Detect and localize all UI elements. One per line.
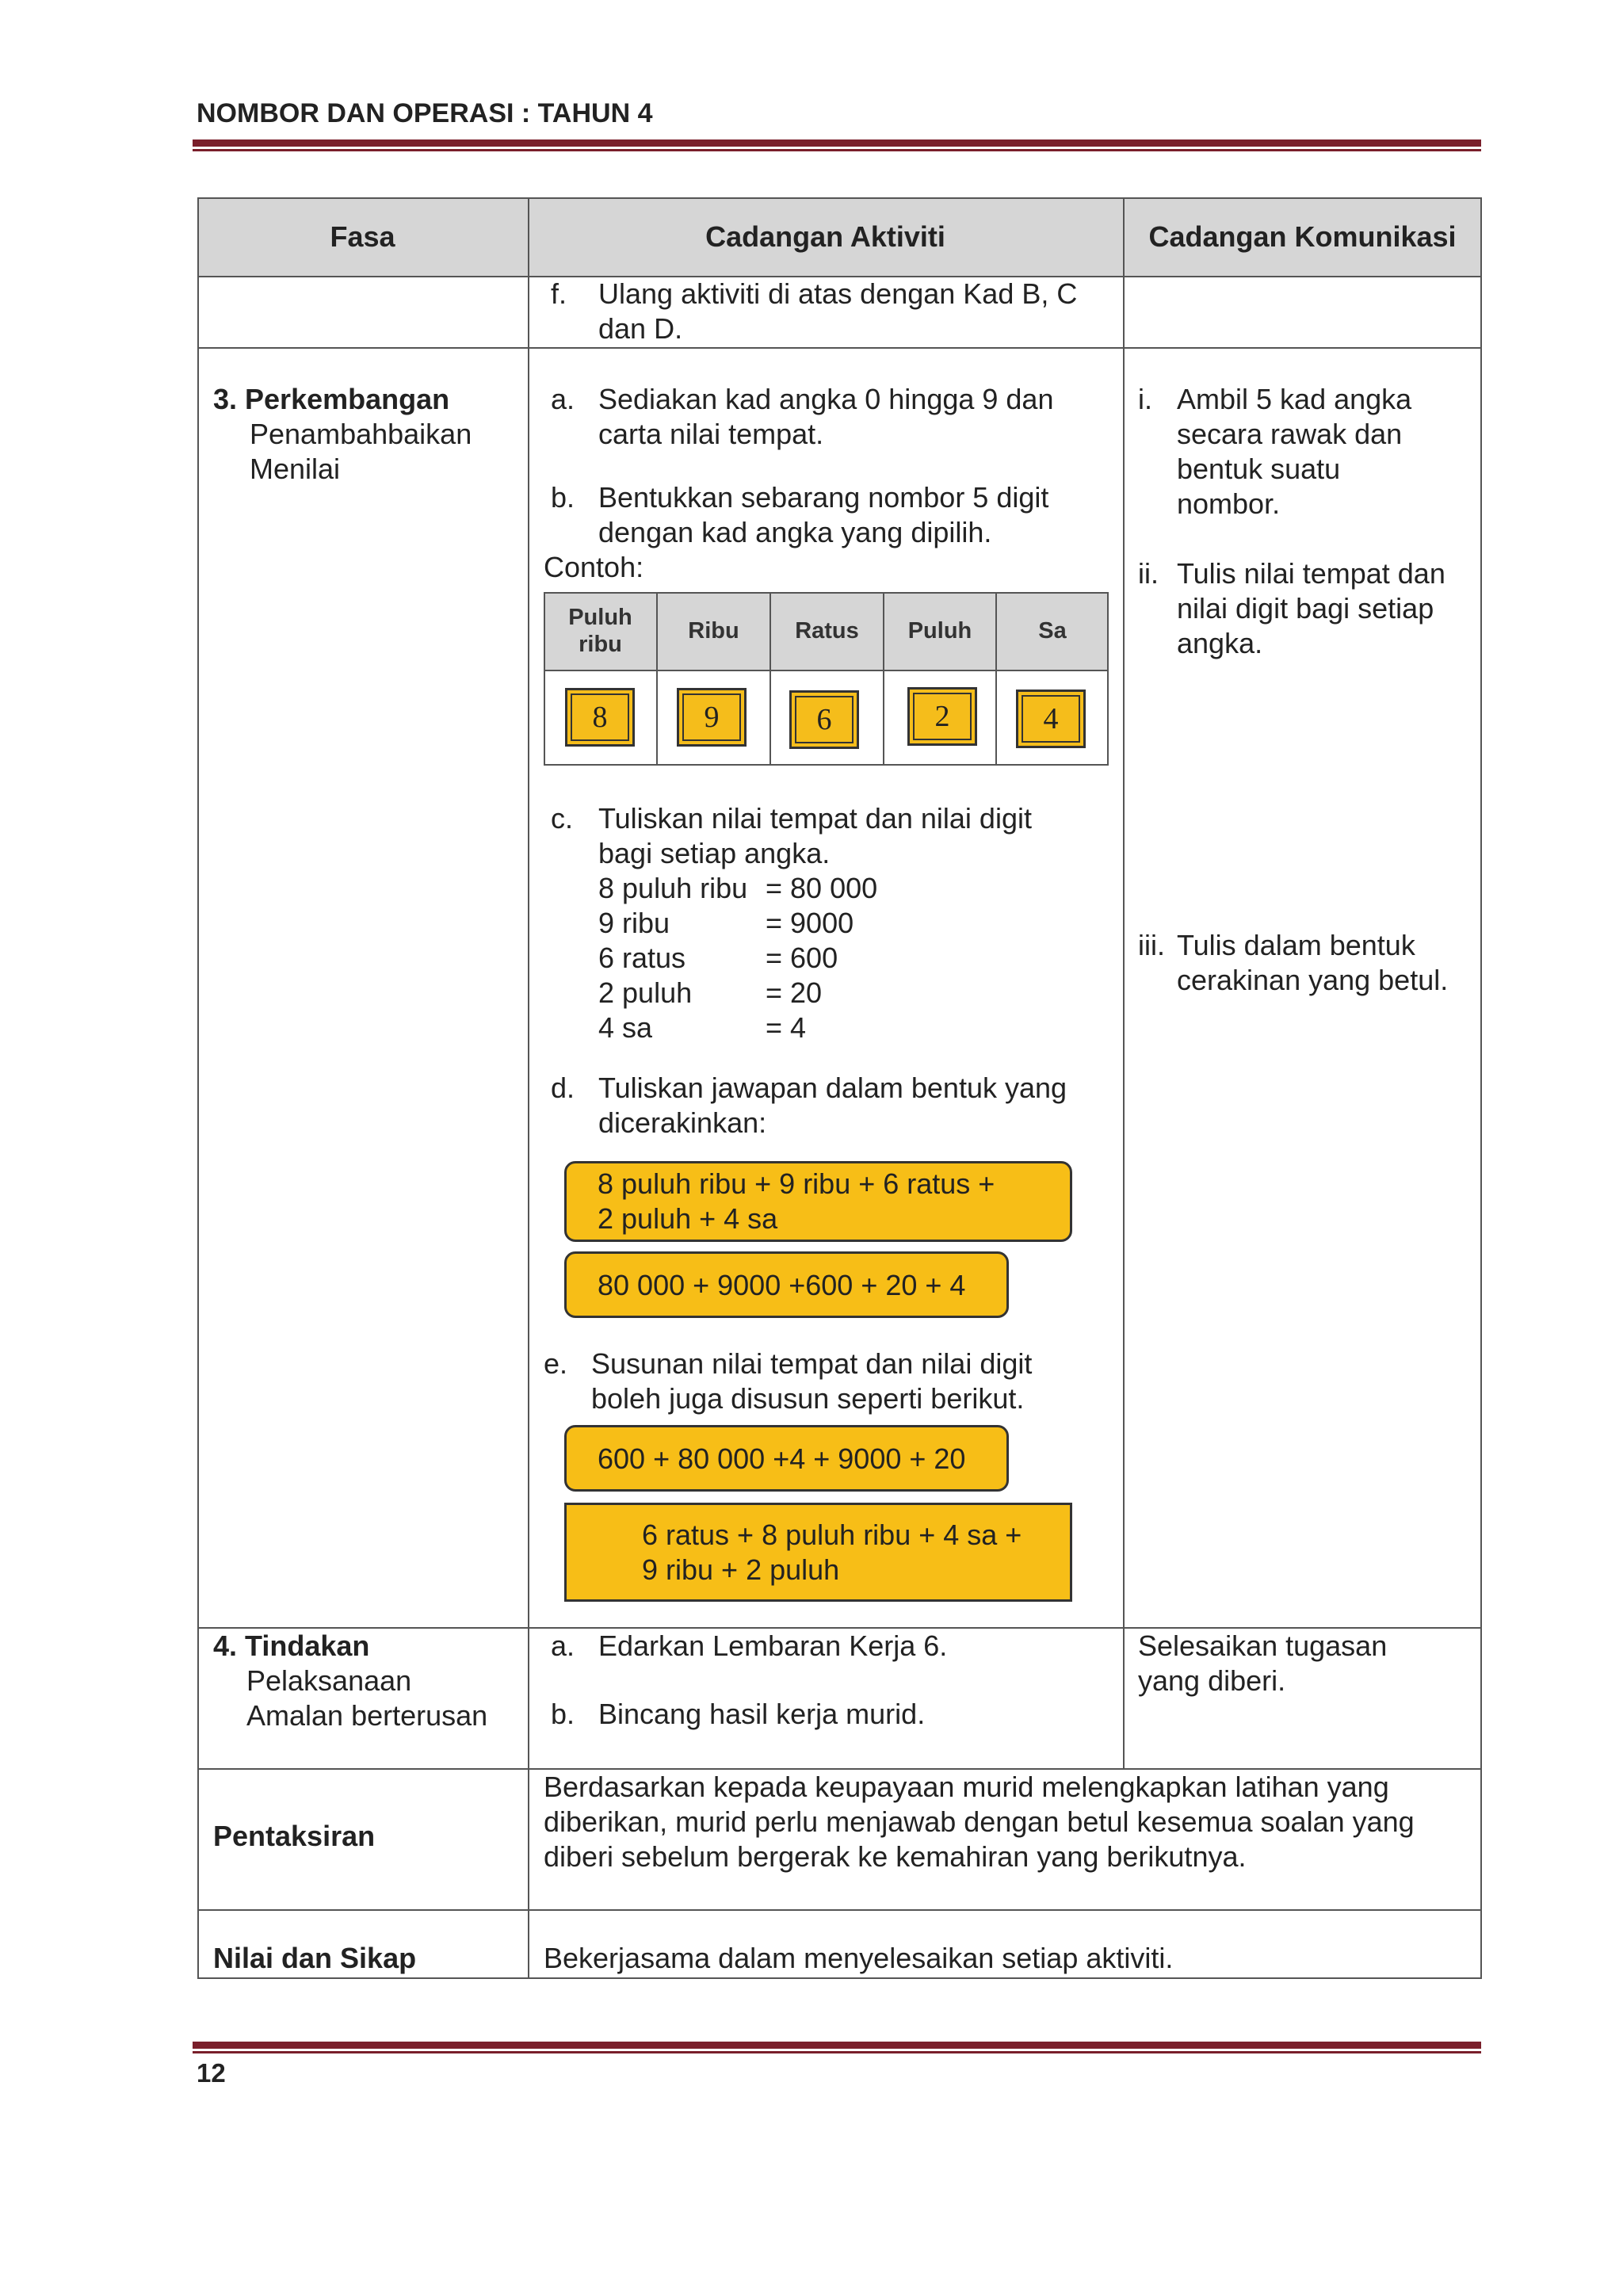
digit-card-value: 6 bbox=[795, 696, 854, 743]
expanded-form-text: 80 000 + 9000 +600 + 20 + 4 bbox=[598, 1269, 966, 1301]
expanded-form-box bbox=[564, 1251, 1009, 1318]
digit-card bbox=[677, 688, 747, 747]
place-value-rule bbox=[995, 592, 997, 766]
item-marker: c. bbox=[551, 802, 574, 835]
expanded-form-text: 2 puluh + 4 sa bbox=[598, 1202, 778, 1235]
rearranged-form-text: 9 ribu + 2 puluh bbox=[642, 1553, 840, 1586]
communication-text: Tulis dalam bentuk bbox=[1177, 929, 1415, 961]
fasa-subitem: Penambahbaikan bbox=[250, 418, 472, 450]
place-value-header-puluh-ribu: Puluh ribu bbox=[568, 605, 632, 657]
activity-text: Edarkan Lembaran Kerja 6. bbox=[598, 1629, 948, 1662]
place-value-rule bbox=[883, 592, 884, 766]
place-value-header-ratus: Ratus bbox=[795, 618, 859, 644]
digit-card-value: 4 bbox=[1022, 695, 1080, 743]
place-value-header-ribu: Ribu bbox=[688, 618, 739, 644]
expanded-form-box bbox=[564, 1161, 1072, 1242]
header-cadangan-aktiviti: Cadangan Aktiviti bbox=[705, 220, 945, 253]
place-value-chart bbox=[544, 592, 1109, 766]
place-value-amount: = 4 bbox=[766, 1011, 807, 1044]
column-divider bbox=[1123, 197, 1125, 1769]
header-cadangan-komunikasi: Cadangan Komunikasi bbox=[1148, 220, 1457, 253]
communication-text: cerakinan yang betul. bbox=[1177, 964, 1449, 996]
place-value-rule bbox=[769, 592, 771, 766]
activity-text: bagi setiap angka. bbox=[598, 837, 831, 869]
place-value-label: 6 ratus bbox=[598, 942, 686, 974]
rearranged-form-text: 6 ratus + 8 puluh ribu + 4 sa + bbox=[642, 1519, 1022, 1551]
fasa-subitem: Amalan berterusan bbox=[246, 1699, 488, 1732]
item-marker: b. bbox=[551, 481, 575, 514]
communication-text: yang diberi. bbox=[1138, 1664, 1286, 1697]
place-value-amount: = 600 bbox=[766, 942, 838, 974]
communication-text: Ambil 5 kad angka bbox=[1177, 383, 1412, 415]
item-marker: a. bbox=[551, 383, 575, 415]
table-border-top bbox=[197, 197, 1482, 199]
place-value-rule bbox=[544, 670, 1109, 671]
place-value-amount: = 9000 bbox=[766, 907, 854, 939]
rearranged-form-text: 600 + 80 000 +4 + 9000 + 20 bbox=[598, 1442, 966, 1475]
rearranged-form-box bbox=[564, 1425, 1009, 1492]
footer-rule bbox=[193, 2042, 1481, 2053]
place-value-header-puluh: Puluh bbox=[907, 618, 972, 644]
communication-text: nombor. bbox=[1177, 487, 1281, 520]
digit-card bbox=[565, 688, 635, 747]
activity-text: dicerakinkan: bbox=[598, 1106, 767, 1139]
place-value-rule bbox=[1107, 592, 1109, 766]
item-marker: b. bbox=[551, 1698, 575, 1730]
table-border-left bbox=[197, 197, 199, 1979]
digit-card-value: 8 bbox=[571, 693, 629, 741]
place-value-amount: = 80 000 bbox=[766, 872, 878, 904]
fasa-subitem: Pelaksanaan bbox=[246, 1664, 412, 1697]
column-divider bbox=[528, 197, 529, 1979]
digit-card-value: 9 bbox=[682, 693, 741, 741]
place-value-label: 9 ribu bbox=[598, 907, 670, 939]
activity-text: Ulang aktiviti di atas dengan Kad B, C bbox=[598, 277, 1078, 310]
place-value-rule bbox=[544, 592, 1109, 594]
nilai-sikap-text: Bekerjasama dalam menyelesaikan setiap aktiviti. bbox=[544, 1942, 1174, 1974]
place-value-rule bbox=[656, 592, 658, 766]
place-value-amount: = 20 bbox=[766, 976, 823, 1009]
digit-card bbox=[907, 687, 977, 746]
item-marker: d. bbox=[551, 1072, 575, 1104]
fasa-title: 3. Perkembangan bbox=[213, 383, 450, 415]
pentaksiran-text: Berdasarkan kepada keupayaan murid melengkapkan latihan yang bbox=[544, 1771, 1389, 1803]
contoh-label: Contoh: bbox=[544, 551, 644, 583]
table-rule bbox=[197, 1909, 1482, 1911]
digit-card bbox=[1016, 690, 1086, 748]
pentaksiran-label: Pentaksiran bbox=[213, 1820, 376, 1852]
expanded-form-text: 8 puluh ribu + 9 ribu + 6 ratus + bbox=[598, 1167, 995, 1200]
digit-card bbox=[789, 690, 859, 749]
activity-text: Bentukkan sebarang nombor 5 digit bbox=[598, 481, 1049, 514]
item-marker: ii. bbox=[1138, 557, 1159, 590]
item-marker: a. bbox=[551, 1629, 575, 1662]
place-value-header-sa: Sa bbox=[1038, 618, 1067, 644]
pentaksiran-text: diberi sebelum bergerak ke kemahiran yang berikutnya. bbox=[544, 1840, 1247, 1873]
place-value-label: 2 puluh bbox=[598, 976, 693, 1009]
activity-text: Tuliskan jawapan dalam bentuk yang bbox=[598, 1072, 1067, 1104]
activity-text: dengan kad angka yang dipilih. bbox=[598, 516, 992, 548]
item-marker: f. bbox=[551, 277, 567, 310]
activity-text: carta nilai tempat. bbox=[598, 418, 824, 450]
activity-text: Susunan nilai tempat dan nilai digit bbox=[591, 1347, 1033, 1380]
lesson-table bbox=[197, 197, 1482, 1978]
communication-text: nilai digit bagi setiap bbox=[1177, 592, 1434, 625]
item-marker: iii. bbox=[1138, 929, 1165, 961]
fasa-title: 4. Tindakan bbox=[213, 1629, 370, 1662]
pentaksiran-text: diberikan, murid perlu menjawab dengan betul kesemua soalan yang bbox=[544, 1805, 1415, 1838]
activity-text: Sediakan kad angka 0 hingga 9 dan bbox=[598, 383, 1054, 415]
page-header-title: NOMBOR DAN OPERASI : TAHUN 4 bbox=[197, 98, 653, 128]
activity-text: Bincang hasil kerja murid. bbox=[598, 1698, 926, 1730]
table-border-right bbox=[1480, 197, 1482, 1979]
digit-card-value: 2 bbox=[913, 693, 972, 740]
rearranged-form-box bbox=[564, 1503, 1072, 1602]
place-value-label: 4 sa bbox=[598, 1011, 653, 1044]
nilai-sikap-label: Nilai dan Sikap bbox=[213, 1942, 417, 1974]
table-rule bbox=[197, 347, 1482, 349]
item-marker: e. bbox=[544, 1347, 568, 1380]
page-number: 12 bbox=[197, 2058, 226, 2088]
communication-text: secara rawak dan bbox=[1177, 418, 1403, 450]
communication-text: Tulis nilai tempat dan bbox=[1177, 557, 1445, 590]
communication-text: Selesaikan tugasan bbox=[1138, 1629, 1388, 1662]
activity-text: boleh juga disusun seperti berikut. bbox=[591, 1382, 1025, 1415]
item-marker: i. bbox=[1138, 383, 1152, 415]
communication-text: bentuk suatu bbox=[1177, 453, 1341, 485]
activity-text: dan D. bbox=[598, 312, 683, 345]
place-value-rule bbox=[544, 764, 1109, 766]
activity-text: Tuliskan nilai tempat dan nilai digit bbox=[598, 802, 1032, 835]
communication-text: angka. bbox=[1177, 627, 1263, 659]
fasa-subitem: Menilai bbox=[250, 453, 341, 485]
table-border-bottom bbox=[197, 1977, 1482, 1979]
header-fasa: Fasa bbox=[330, 220, 395, 253]
place-value-label: 8 puluh ribu bbox=[598, 872, 748, 904]
header-rule bbox=[193, 139, 1481, 151]
place-value-rule bbox=[544, 592, 545, 766]
